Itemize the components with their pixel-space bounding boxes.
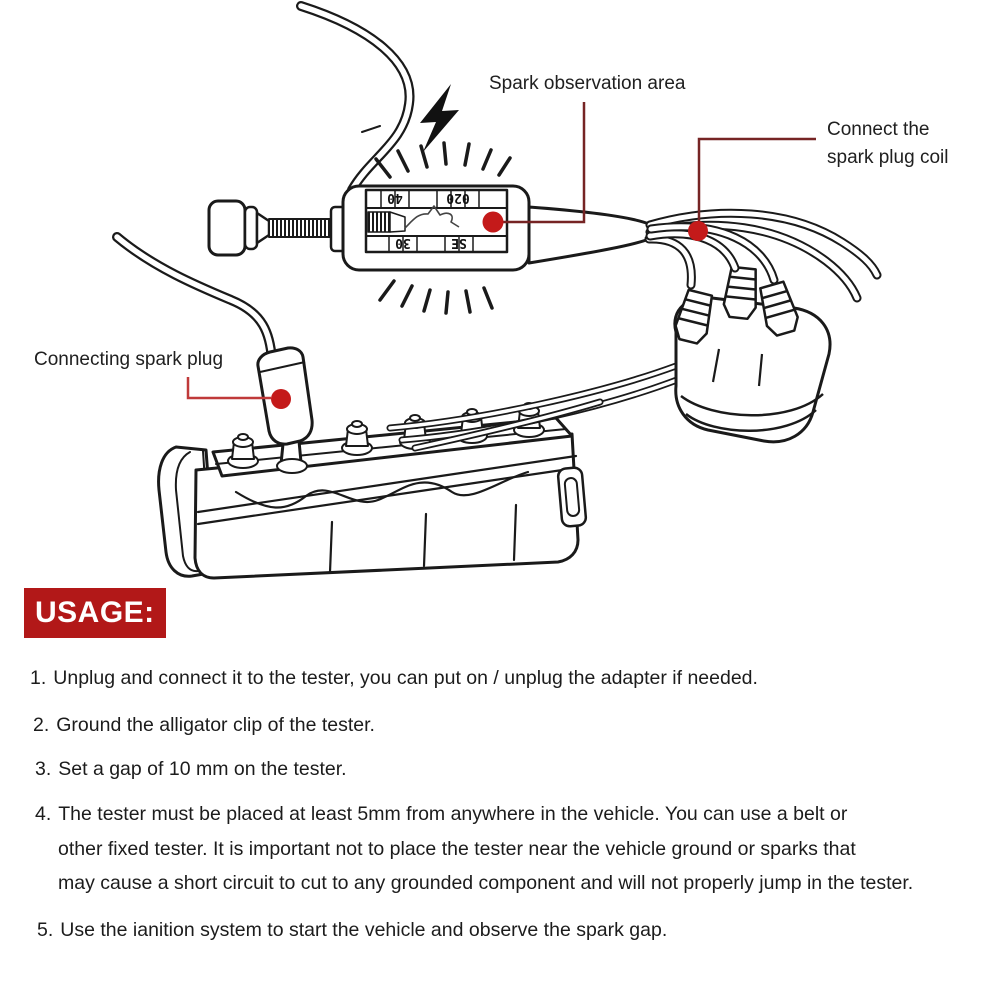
step-text: The tester must be placed at least 5mm from anywhere in the vehicle. You can use a belt or xyxy=(58,803,848,825)
tester-nose-cone xyxy=(529,207,649,263)
threaded-rod xyxy=(269,219,335,237)
marker-dot-connecting-plug xyxy=(271,389,291,409)
step-number: 3. xyxy=(35,758,52,780)
scale-reading-bottom-left: 30 xyxy=(395,235,411,250)
label-spark-observation-area: Spark observation area xyxy=(489,73,686,94)
usage-step-3 xyxy=(35,758,347,781)
distributor-cap-drawing xyxy=(673,266,830,441)
scale-reading-top-right: 020 xyxy=(446,190,470,205)
step-number: 2. xyxy=(33,714,50,736)
leader-connecting-plug xyxy=(188,377,271,398)
usage-step-4-line-2 xyxy=(58,838,856,861)
usage-step-1 xyxy=(30,667,758,690)
usage-banner: USAGE: xyxy=(24,588,166,638)
usage-step-4 xyxy=(35,803,847,826)
scale-reading-top-left: 40 xyxy=(387,190,403,205)
label-connecting-spark-plug: Connecting spark plug xyxy=(34,349,224,370)
adjuster-knob xyxy=(209,201,245,255)
usage-step-4-line-3 xyxy=(58,872,913,895)
step-number: 1. xyxy=(30,667,47,689)
tester-cable-top xyxy=(301,6,410,190)
label-connect-coil-line1: Connect the xyxy=(827,119,930,140)
marker-dot-spark-observation xyxy=(483,212,504,233)
marker-dot-connect-coil xyxy=(688,221,708,241)
step-text: Ground the alligator clip of the tester. xyxy=(56,714,375,736)
usage-step-5 xyxy=(37,919,667,942)
usage-step-2 xyxy=(33,714,375,737)
step-text: Use the ianition system to start the vehicle and observe the spark gap. xyxy=(60,919,668,941)
label-connect-coil-line2: spark plug coil xyxy=(827,147,949,168)
step-text: other fixed tester. It is important not to place the tester near the vehicle ground or sparks that xyxy=(58,838,856,860)
coil-wires xyxy=(649,213,877,298)
step-number: 5. xyxy=(37,919,54,941)
lightning-bolt-icon xyxy=(420,84,459,152)
step-number: 4. xyxy=(35,803,52,825)
scale-reading-bottom-right: SE xyxy=(451,235,467,250)
step-text: may cause a short circuit to cut to any grounded component and will not properly jump in the tester. xyxy=(58,872,914,894)
step-text: Unplug and connect it to the tester, you can put on / unplug the adapter if needed. xyxy=(53,667,758,689)
gap-electrode xyxy=(368,212,390,232)
label-connect-coil xyxy=(827,116,948,172)
spark-plug-wire-left xyxy=(117,237,272,360)
step-text: Set a gap of 10 mm on the tester. xyxy=(58,758,347,780)
